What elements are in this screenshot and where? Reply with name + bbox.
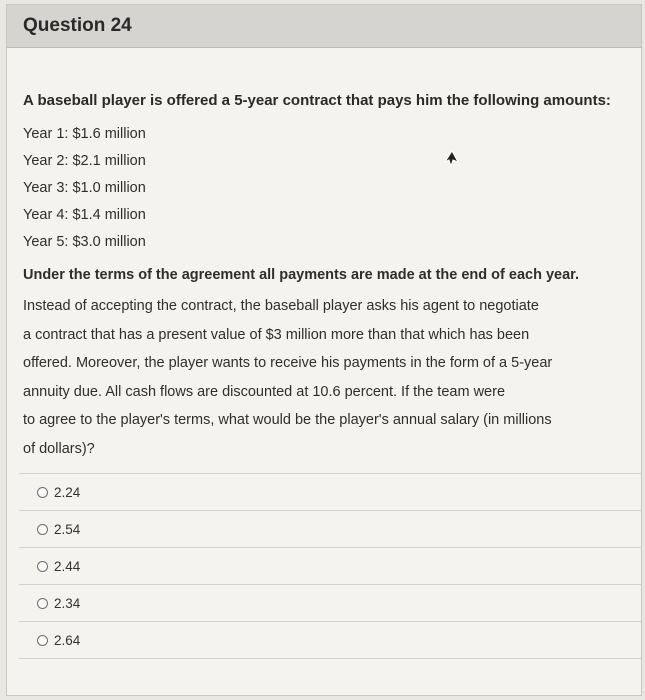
payment-year-1: Year 1: $1.6 million <box>23 126 146 142</box>
radio-button[interactable] <box>37 524 48 535</box>
question-line: offered. Moreover, the player wants to receive his payments in the form of a 5-year <box>23 355 553 371</box>
answer-option-3[interactable] <box>19 547 641 584</box>
answer-option-2[interactable] <box>19 510 641 547</box>
question-text <box>23 292 625 463</box>
payment-year-4: Year 4: $1.4 million <box>23 207 146 223</box>
answer-option-4[interactable] <box>19 584 641 621</box>
question-line: annuity due. All cash flows are discounted at 10.6 percent. If the team were <box>23 383 506 400</box>
answer-label: 2.34 <box>54 595 81 611</box>
radio-button[interactable] <box>37 561 48 572</box>
question-card <box>6 4 642 696</box>
question-line: of dollars)? <box>23 440 95 457</box>
answer-options <box>19 473 641 659</box>
mouse-cursor-icon <box>444 150 460 168</box>
payment-year-2: Year 2: $2.1 million <box>23 153 146 169</box>
question-line: a contract that has a present value of $3 million more than that which has been <box>23 326 530 343</box>
radio-button[interactable] <box>37 635 48 646</box>
question-title: Question 24 <box>23 15 132 36</box>
answer-label: 2.54 <box>54 521 81 537</box>
answer-option-5[interactable] <box>19 621 641 659</box>
answer-label: 2.64 <box>54 632 81 648</box>
payment-year-3: Year 3: $1.0 million <box>23 180 146 196</box>
question-body <box>7 92 641 463</box>
terms-text: Under the terms of the agreement all payments are made at the end of each year. <box>23 267 580 283</box>
question-line: to agree to the player's terms, what would be the player's annual salary (in millions <box>23 412 552 428</box>
payment-year-5: Year 5: $3.0 million <box>23 234 146 250</box>
question-intro: A baseball player is offered a 5-year contract that pays him the following amounts: <box>23 92 611 109</box>
answer-label: 2.24 <box>54 484 81 500</box>
answer-option-1[interactable] <box>19 473 641 510</box>
payment-list <box>23 121 625 256</box>
radio-button[interactable] <box>37 487 48 498</box>
question-line: Instead of accepting the contract, the baseball player asks his agent to negotiate <box>23 298 539 314</box>
radio-button[interactable] <box>37 598 48 609</box>
answer-label: 2.44 <box>54 558 81 574</box>
question-header <box>7 5 641 48</box>
